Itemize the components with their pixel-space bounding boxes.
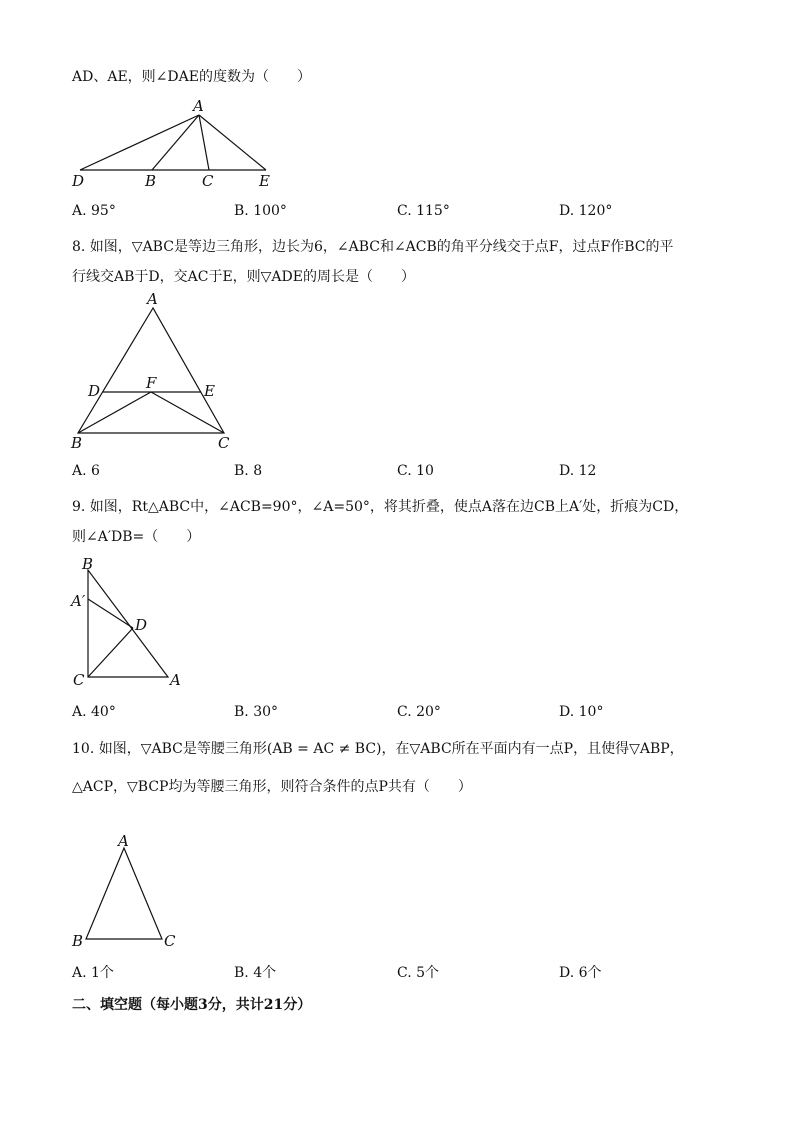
q10-option-c[interactable]: C. 5个 (397, 965, 440, 981)
q9-stem-line1: 9. 如图，Rt△ABC中，∠ACB=90°，∠A=50°，将其折叠，使点A落在边CB上A′处，折痕为CD， (72, 499, 689, 515)
q9-segment-a-prime-d (88, 599, 133, 628)
q9-label-a: A (170, 671, 181, 689)
q7-option-a[interactable]: A. 95° (72, 203, 116, 219)
q10-label-c: C (164, 932, 176, 950)
q9-label-d: D (135, 616, 148, 634)
q7-option-b[interactable]: B. 100° (234, 203, 287, 219)
q9-option-c[interactable]: C. 20° (397, 704, 441, 720)
q7-figure (68, 95, 308, 190)
q9-label-a-prime: A′ (71, 592, 86, 610)
q7-label-b: B (145, 172, 157, 190)
q7-segment-ae (199, 115, 266, 170)
q8-label-a: A (147, 290, 158, 308)
q8-option-c[interactable]: C. 10 (397, 463, 434, 479)
q8-stem-line1: 8. 如图，▽ABC是等边三角形，边长为6，∠ABC和∠ACB的角平分线交于点F，过点F作BC的平 (72, 239, 674, 255)
q8-option-d[interactable]: D. 12 (559, 463, 597, 479)
section-heading-fill-in: 二、填空题（每小题3分，共计21分） (72, 997, 312, 1013)
q10-label-a: A (118, 832, 129, 850)
q9-stem-line2: 则∠A′DB=（ ） (72, 529, 201, 545)
q10-triangle-abc (86, 848, 162, 939)
q8-option-b[interactable]: B. 8 (234, 463, 263, 479)
q8-label-f: F (146, 374, 157, 392)
q9-option-d[interactable]: D. 10° (559, 704, 604, 720)
q9-figure (68, 555, 198, 690)
q8-label-b: B (71, 434, 83, 452)
q8-label-e: E (204, 382, 215, 400)
q8-option-a[interactable]: A. 6 (72, 463, 100, 479)
q10-stem-line1: 10. 如图，▽ABC是等腰三角形(AB = AC ≠ BC)，在▽ABC所在平面内有一点P，且使得▽ABP， (72, 741, 684, 757)
q9-option-b[interactable]: B. 30° (234, 704, 279, 720)
q8-stem-line2: 行线交AB于D，交AC于E，则▽ADE的周长是（ ） (72, 269, 415, 285)
q8-triangle-abc (78, 308, 224, 433)
q7-label-d: D (72, 172, 85, 190)
q9-label-b: B (82, 555, 94, 573)
q7-label-e: E (259, 172, 270, 190)
q10-label-b: B (72, 932, 84, 950)
q7-label-a: A (193, 97, 204, 115)
q9-label-c: C (73, 671, 85, 689)
q7-stem-tail: AD、AE，则∠DAE的度数为（ ） (72, 69, 311, 85)
q9-segment-cd (88, 628, 133, 677)
q7-segment-ad (80, 115, 199, 170)
q10-option-d[interactable]: D. 6个 (559, 965, 602, 981)
q10-figure (68, 830, 188, 950)
q10-stem-line2: △ACP，▽BCP均为等腰三角形，则符合条件的点P共有（ ） (72, 779, 472, 795)
q10-option-a[interactable]: A. 1个 (72, 965, 114, 981)
q7-option-d[interactable]: D. 120° (559, 203, 613, 219)
q8-figure (68, 290, 248, 452)
q7-segment-ab (152, 115, 199, 170)
q10-option-b[interactable]: B. 4个 (234, 965, 277, 981)
q7-label-c: C (202, 172, 214, 190)
q8-label-d: D (88, 382, 101, 400)
q9-option-a[interactable]: A. 40° (72, 704, 116, 720)
q7-segment-ac (199, 115, 209, 170)
q7-option-c[interactable]: C. 115° (397, 203, 450, 219)
q8-label-c: C (218, 434, 230, 452)
q9-triangle-abc (88, 570, 168, 677)
